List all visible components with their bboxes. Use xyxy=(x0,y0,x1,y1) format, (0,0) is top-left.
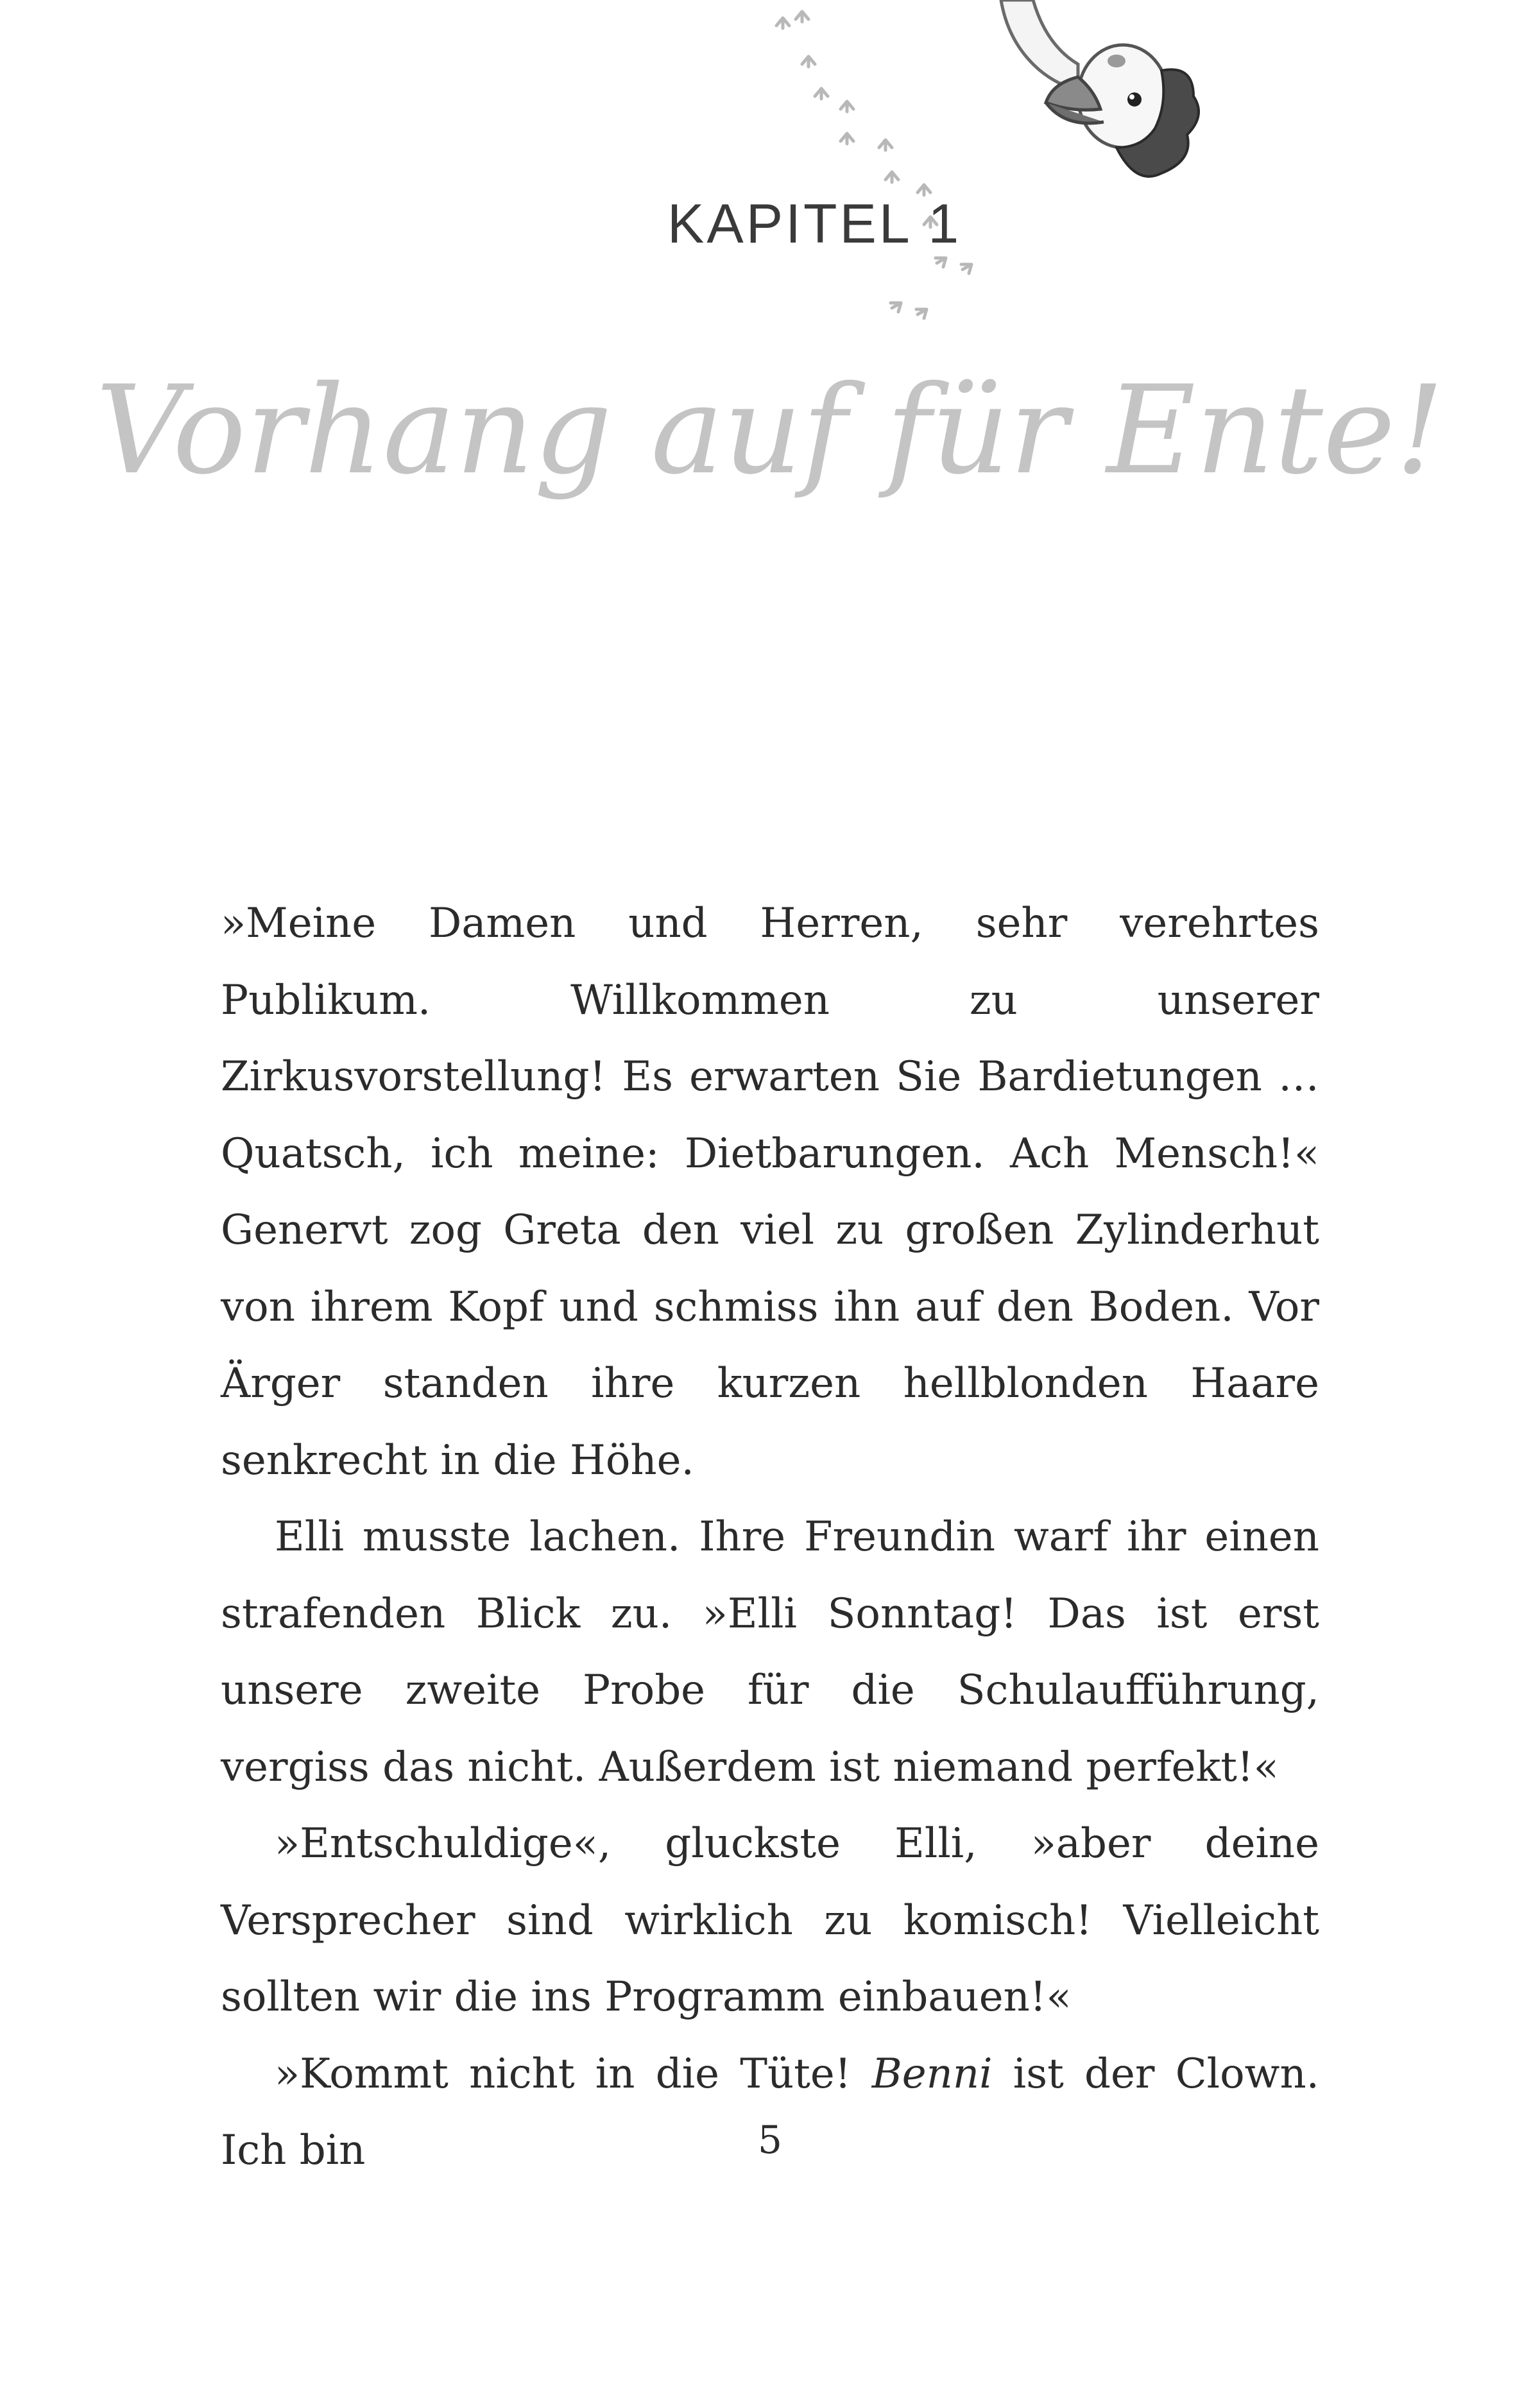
emphasis-name: Benni xyxy=(871,2050,993,2098)
paragraph-4 xyxy=(221,2036,1319,2190)
duck-icon xyxy=(1001,0,1199,176)
duck-head-illustration xyxy=(744,0,1232,347)
chapter-title: Vorhang auf für Ente! xyxy=(96,359,1444,501)
paragraph-4-start: »Kommt nicht in die Tüte! xyxy=(275,2050,872,2098)
body-text xyxy=(221,886,1319,2190)
paragraph-2: Elli musste lachen. Ihre Freundin warf ihr einen strafenden Blick zu. »Elli Sonntag! Das ist erst unsere zweite Probe für die Schulaufführung, vergiss das nicht. Außerdem ist niemand perfekt!« xyxy=(221,1513,1319,1791)
paragraph-1: »Meine Damen und Herren, sehr verehrtes Publikum. Willkommen zu unserer Zirkusvorstellung! Es erwarten Sie Bardietungen … Quatsch, ich meine: Dietbarungen. Ach Mensch!« Genervt zog Greta den viel zu großen Zylinderhut von ihrem Kopf und schmiss ihn auf den Boden. Vor Ärger standen ihre kurzen hellblonden Haare senkrecht in die Höhe. xyxy=(221,900,1319,1484)
footprints-icon xyxy=(776,12,971,318)
page-number: 5 xyxy=(757,2118,783,2163)
chapter-label: KAPITEL 1 xyxy=(667,193,962,255)
paragraph-3: »Entschuldige«, gluckste Elli, »aber deine Versprecher sind wirklich zu komisch! Vielleicht sollten wir die ins Programm einbauen!« xyxy=(221,1820,1319,2021)
paragraph-4-end: ist der Clown. Ich bin xyxy=(221,2050,1320,2174)
